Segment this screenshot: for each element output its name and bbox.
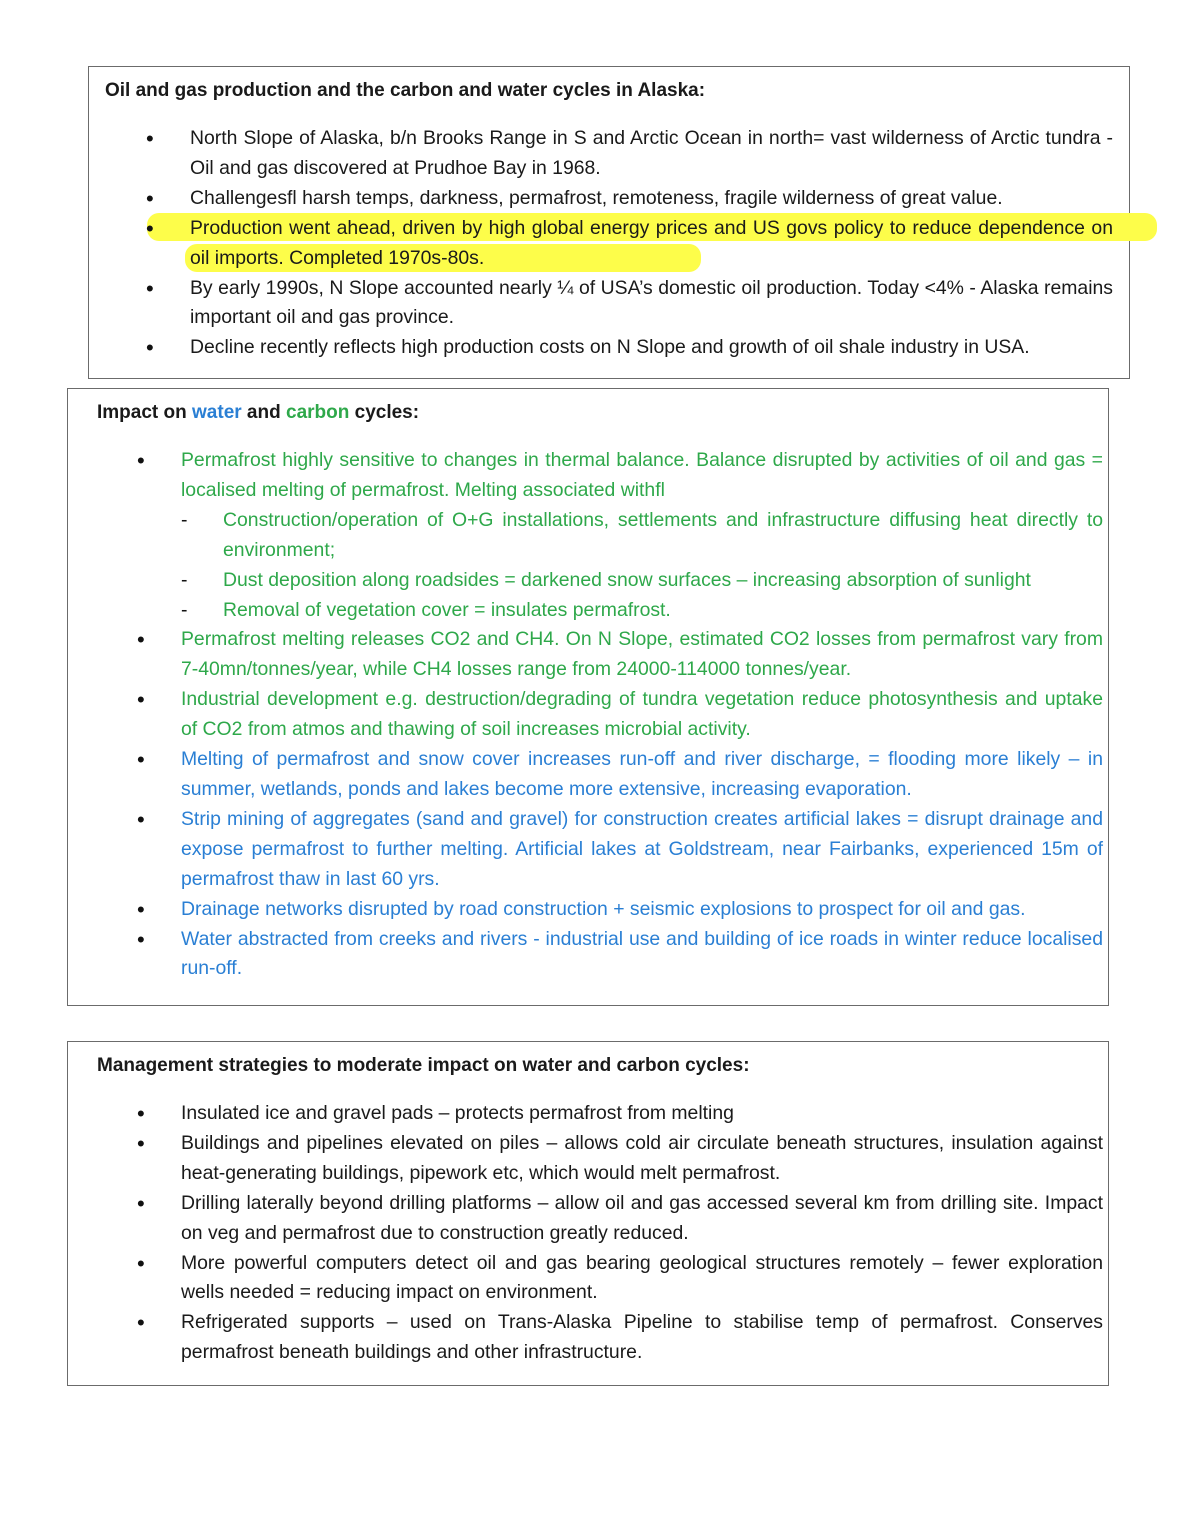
section3-list (136, 1099, 1103, 1368)
section1-list (145, 124, 1113, 363)
impact-water-carbon-box (67, 388, 1109, 1006)
list-item: • North Slope of Alaska, b/n Brooks Range in S and Arctic Ocean in north= vast wilderness of Arctic tundra - Oil and gas discovered at Prudhoe Bay in 1968. (145, 124, 1113, 184)
list-item-carbon: • Industrial development e.g. destruction/degrading of tundra vegetation reduce photosynthesis and uptake of CO2 from atmos and thawing of soil increases microbial activity. (136, 685, 1103, 745)
section1-title: Oil and gas production and the carbon and water cycles in Alaska: (105, 80, 706, 101)
title-carbon-word: carbon (286, 402, 350, 423)
sub-list-item: - Dust deposition along roadsides = darkened snow surfaces – increasing absorption of sunlight (181, 566, 1103, 596)
list-item-highlighted: • Production went ahead, driven by high global energy prices and US govs policy to reduce dependence on oil imports. Completed 1970s-80s. (145, 214, 1113, 274)
sub-list-item: - Construction/operation of O+G installations, settlements and infrastructure diffusing heat directly to environment; (181, 506, 1103, 566)
list-item: • Buildings and pipelines elevated on piles – allows cold air circulate beneath structures, insulation against heat-generating buildings, pipework etc, which would melt permafrost. (136, 1129, 1103, 1189)
management-strategies-box (67, 1041, 1109, 1386)
list-item-water: • Strip mining of aggregates (sand and gravel) for construction creates artificial lakes = disrupt drainage and expose permafrost to further melting. Artificial lakes at Goldstream, near Fairbanks, experienced 15m of permafrost thaw in last 60 yrs. (136, 805, 1103, 895)
list-item: • More powerful computers detect oil and gas bearing geological structures remotely – fewer exploration wells needed = reducing impact on environment. (136, 1249, 1103, 1309)
oil-gas-production-box (88, 66, 1130, 379)
list-item-water: • Water abstracted from creeks and rivers - industrial use and building of ice roads in winter reduce localised run-off. (136, 925, 1103, 985)
list-item: • Insulated ice and gravel pads – protects permafrost from melting (136, 1099, 1103, 1129)
sub-list-item: - Removal of vegetation cover = insulates permafrost. (181, 596, 1103, 626)
list-item: • Refrigerated supports – used on Trans-Alaska Pipeline to stabilise temp of permafrost. Conserves permafrost beneath buildings and other infrastructure. (136, 1308, 1103, 1368)
list-item-water: • Melting of permafrost and snow cover increases run-off and river discharge, = flooding more likely – in summer, wetlands, ponds and lakes become more extensive, increasing evaporation. (136, 745, 1103, 805)
sub-list (181, 506, 1103, 626)
list-item-water: • Drainage networks disrupted by road construction + seismic explosions to prospect for oil and gas. (136, 895, 1103, 925)
list-item-carbon: • Permafrost melting releases CO2 and CH4. On N Slope, estimated CO2 losses from permafrost vary from 7-40mn/tonnes/year, while CH4 losses range from 24000-114000 tonnes/year. (136, 625, 1103, 685)
title-water-word: water (192, 402, 242, 423)
list-item-carbon: • Permafrost highly sensitive to changes in thermal balance. Balance disrupted by activities of oil and gas = localised melting of permafrost. Melting associated withfl - Construction/operation of O+G installations, settlements and infrastructure diffusing heat directly to environment; - Dust deposition along roadsides = darkened snow surfaces – increasing absorption of sunlight - Removal of vegetation cover = insulates permafrost. (136, 446, 1103, 625)
section3-title: Management strategies to moderate impact on water and carbon cycles: (97, 1055, 750, 1076)
list-item: • Decline recently reflects high production costs on N Slope and growth of oil shale industry in USA. (145, 333, 1113, 363)
section2-list (136, 446, 1103, 984)
list-item: • Challengesfl harsh temps, darkness, permafrost, remoteness, fragile wilderness of great value. (145, 184, 1113, 214)
list-item: • By early 1990s, N Slope accounted nearly ¼ of USA’s domestic oil production. Today <4% - Alaska remains important oil and gas province. (145, 274, 1113, 334)
list-item: • Drilling laterally beyond drilling platforms – allow oil and gas accessed several km from drilling site. Impact on veg and permafrost due to construction greatly reduced. (136, 1189, 1103, 1249)
section2-title: Impact on water and carbon cycles: (97, 402, 420, 423)
